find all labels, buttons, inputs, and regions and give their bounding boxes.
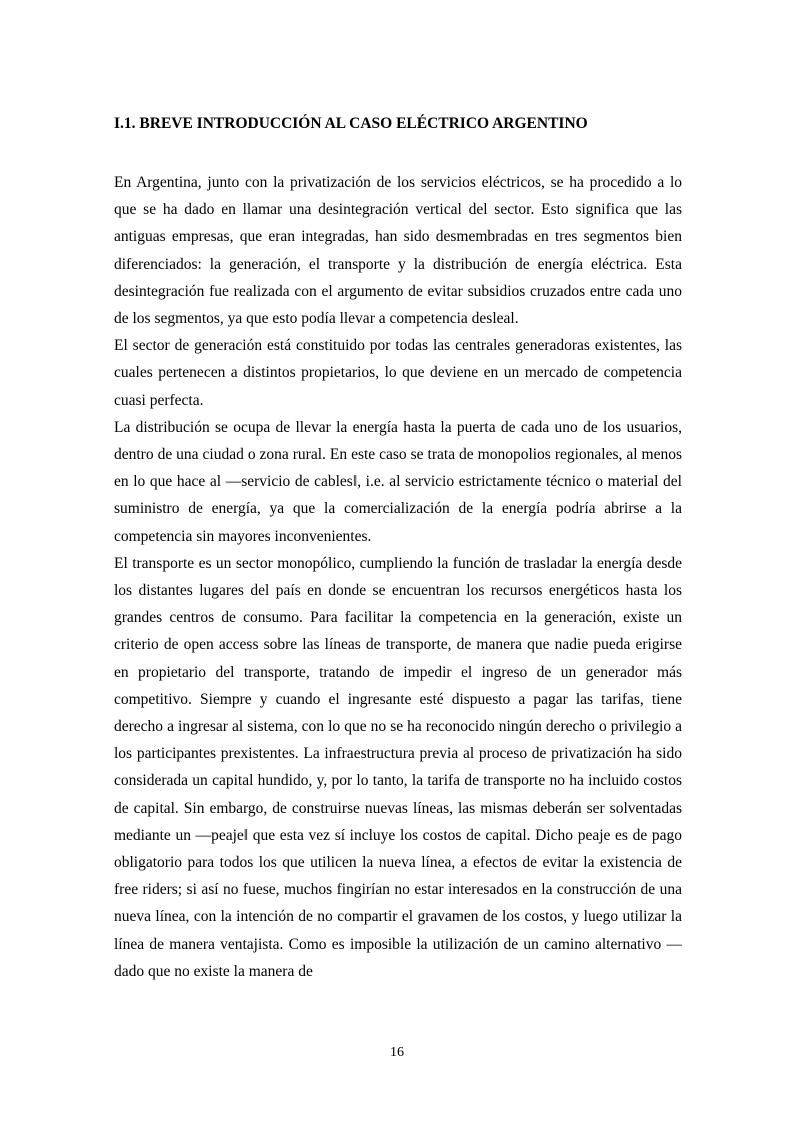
paragraph-intro: En Argentina, junto con la privatización de los servicios eléctricos, se ha procedido a lo que se ha dado en llamar una desintegración vertical del sector. Esto significa que las antiguas empresas, que eran integradas, han sido desmembradas en tres segmentos bien diferenciados: la generación, el transporte y la distribución de energía eléctrica. Esta desintegración fue realizada con el argumento de evitar subsidios cruzados entre cada uno de los segmentos, ya que esto podía llevar a competencia desleal. xyxy=(114,174,682,328)
section-heading: I.1. BREVE INTRODUCCIÓN AL CASO ELÉCTRICO ARGENTINO xyxy=(114,115,588,132)
paragraph-generation: El sector de generación está constituido por todas las centrales generadoras existentes, las cuales pertenecen a distintos propietarios, lo que deviene en un mercado de competencia cuasi perfecta. xyxy=(114,337,682,409)
paragraph-distribution: La distribución se ocupa de llevar la energía hasta la puerta de cada uno de los usuarios, dentro de una ciudad o zona rural. En este caso se trata de monopolios regionales, al menos en lo que hace al ―servicio de cables‖, i.e. al servicio estrictamente técnico o material del suministro de energía, ya que la comercialización de la energía podría abrirse a la competencia sin mayores inconvenientes. xyxy=(114,418,682,545)
paragraph-transport: El transporte es un sector monopólico, cumpliendo la función de trasladar la energía desde los distantes lugares del país en donde se encuentran los recursos energéticos hasta los grandes centros de consumo. Para facilitar la competencia en la generación, existe un criterio de open access sobre las líneas de transporte, de manera que nadie pueda erigirse en propietario del transporte, tratando de impedir el ingreso de un generador más competitivo. Siempre y cuando el ingresante esté dispuesto a pagar las tarifas, tiene derecho a ingresar al sistema, con lo que no se ha reconocido ningún derecho o privilegio a los participantes prexistentes. La infraestructura previa al proceso de privatización ha sido considerada un capital hundido, y, por lo tanto, la tarifa de transporte no ha incluido costos de capital. Sin embargo, de construirse nuevas líneas, las mismas deberán ser solventadas mediante un ―peaje‖ que esta vez sí incluye los costos de capital. Dicho peaje es de pago obligatorio para todos los que utilicen la nueva línea, a efectos de evitar la existencia de free riders; si así no fuese, muchos fingirían no estar interesados en la construcción de una nueva línea, con la intención de no compartir el gravamen de los costos, y luego utilizar la línea de manera ventajista. Como es imposible la utilización de un camino alternativo —dado que no existe la manera de xyxy=(114,554,682,980)
page-number: 16 xyxy=(390,1045,404,1060)
document-page xyxy=(114,112,682,985)
